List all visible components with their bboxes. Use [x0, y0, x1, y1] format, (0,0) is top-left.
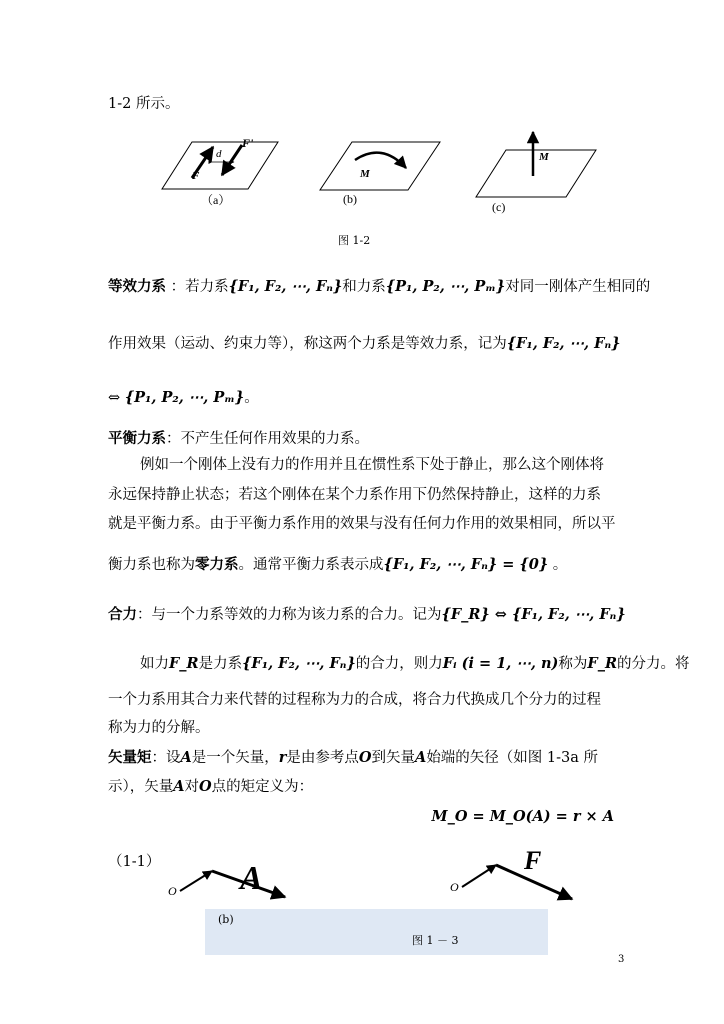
balance-heading: 平衡力系: [108, 431, 166, 447]
label-M-b: M: [360, 168, 370, 180]
balance-def: 平衡力系：不产生任何作用效果的力系。: [108, 431, 369, 447]
equation-number: （1-1）: [108, 854, 161, 870]
equiv-line-2: 作用效果（运动、约束力等），称这两个力系是等效力系，记为{F₁, F₂, ⋯, Fₙ}: [108, 335, 621, 352]
figure-1-3: [150, 845, 590, 915]
moment-formula: M_O = M_O(A) = r × A: [431, 808, 614, 825]
label-O-right: O: [450, 880, 459, 894]
label-M-c: M: [539, 151, 549, 163]
caption-a: （a）: [201, 193, 231, 207]
balance-p3: 就是平衡力系。由于平衡力系作用的效果与没有任何力作用的效果相同，所以平: [108, 516, 616, 532]
force-set-F: {F₁, F₂, ⋯, Fₙ}: [228, 278, 343, 295]
zero-system-formula: {F₁, F₂, ⋯, Fₙ} = {0}: [383, 556, 549, 573]
equivalence-symbol: ⇔: [108, 390, 121, 406]
caption-b: (b): [343, 192, 357, 206]
label-O-left: O: [168, 884, 177, 898]
label-A: A: [240, 860, 263, 897]
force-set-F-2: {F₁, F₂, ⋯, Fₙ}: [506, 335, 621, 352]
force-set-P-2: {P₁, P₂, ⋯, Pₘ}: [124, 389, 245, 406]
resultant-heading: 合力: [108, 607, 137, 623]
resultant-def: 合力：与一个力系等效的力称为该力系的合力。记为{F_R} ⇔ {F₁, F₂, ⋯, Fₙ}: [108, 606, 626, 623]
balance-p2: 永远保持静止状态；若这个刚体在某个力系作用下仍然保持静止，这样的力系: [108, 487, 601, 503]
figure-1-3-caption-b: (b): [218, 913, 234, 926]
position-vector-r-2: [462, 865, 496, 887]
moment-line-2: 示），矢量A对O点的矩定义为：: [108, 778, 314, 795]
label-F-big: F: [524, 846, 542, 875]
figure-1-2: [150, 130, 600, 220]
equiv-line-3: ⇔ {P₁, P₂, ⋯, Pₘ}。: [108, 389, 259, 406]
plane-b: [320, 142, 440, 190]
zero-force-system: 零力系: [195, 557, 239, 573]
label-F: F: [192, 170, 200, 182]
equiv-line-1: 等效力系 ：若力系{F₁, F₂, ⋯, Fₙ}和力系{P₁, P₂, ⋯, Pₘ}对同一刚体产生相同的: [108, 278, 651, 295]
page-number: 3: [618, 954, 625, 965]
resultant-p1: 如力F_R是力系{F₁, F₂, ⋯, Fₙ}的合力，则力Fᵢ (i = 1, ⋯, n)称为F_R的分力。将: [140, 655, 690, 672]
moment-heading: 矢量矩: [108, 750, 152, 766]
figure-1-3-caption-box: [205, 909, 548, 955]
couple-M-arrow: [355, 153, 406, 168]
force-F-prime-arrow: [222, 145, 242, 175]
balance-p1: 例如一个刚体上没有力的作用并且在惯性系下处于静止，那么这个刚体将: [140, 457, 604, 473]
figure-1-2-title: 图 1-2: [338, 234, 371, 247]
moment-line-1: 矢量矩：设A是一个矢量，r是由参考点O到矢量A始端的矢径（如图 1-3a 所: [108, 749, 599, 766]
balance-p4: 衡力系也称为零力系。通常平衡力系表示成{F₁, F₂, ⋯, Fₙ} = {0} 。: [108, 556, 568, 573]
resultant-p3: 称为力的分解。: [108, 720, 210, 736]
position-vector-r: [180, 871, 212, 891]
plane-c: [476, 150, 596, 197]
intro-continuation: 1-2 所示。: [108, 96, 180, 112]
equiv-heading: 等效力系: [108, 279, 166, 295]
label-F-prime: F': [242, 136, 254, 150]
caption-c: (c): [492, 200, 506, 214]
label-d: d: [216, 148, 222, 160]
figure-1-3-title: 图 1 － 3: [412, 934, 459, 947]
force-set-P: {P₁, P₂, ⋯, Pₘ}: [385, 278, 506, 295]
resultant-p2: 一个力系用其合力来代替的过程称为力的合成，将合力代换成几个分力的过程: [108, 692, 601, 708]
resultant-formula: {F_R} ⇔ {F₁, F₂, ⋯, Fₙ}: [441, 606, 626, 623]
